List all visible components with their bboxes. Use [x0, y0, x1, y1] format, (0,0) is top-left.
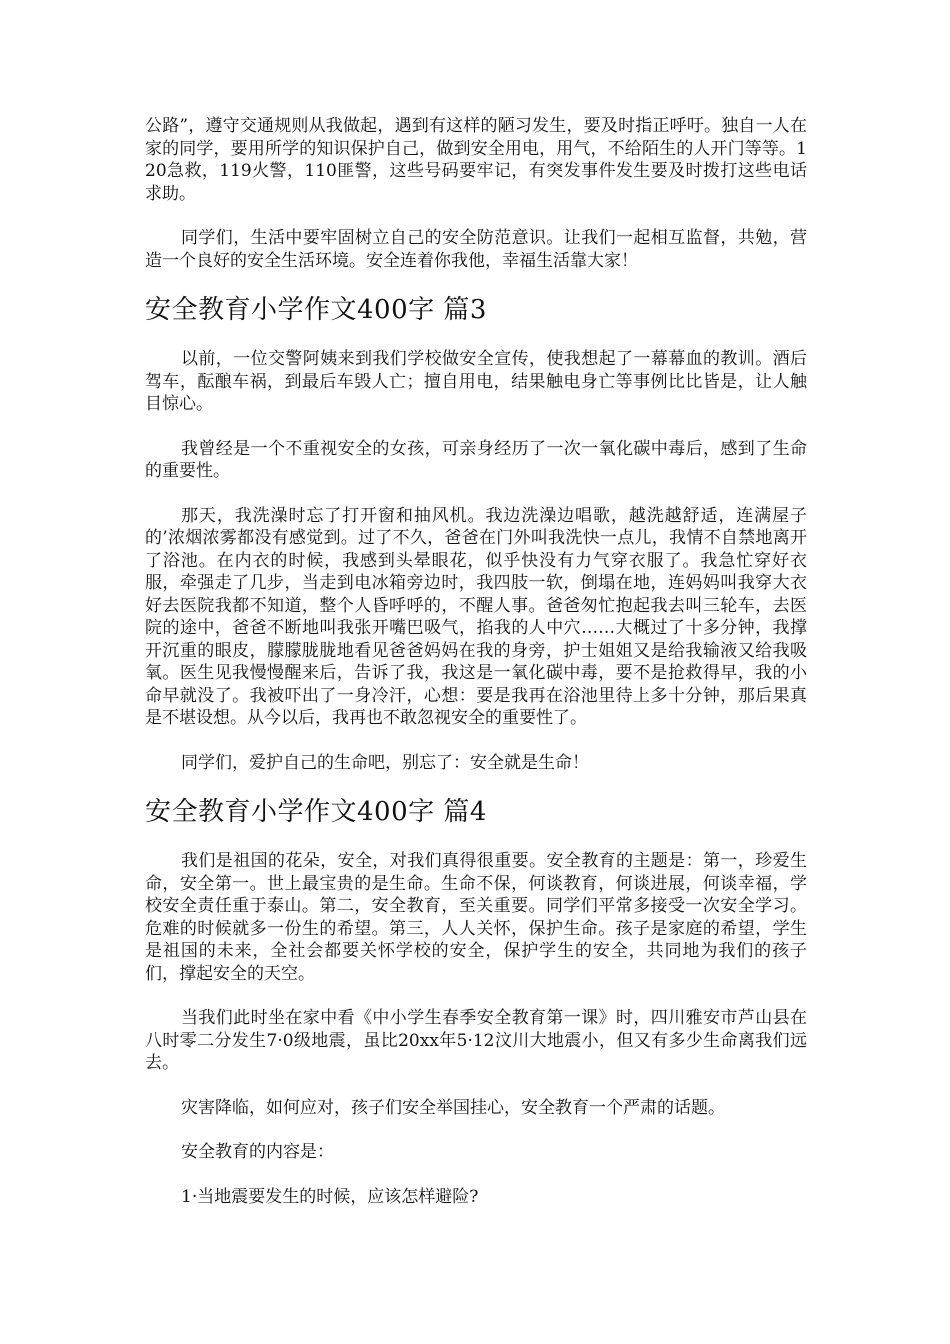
document-body	[145, 115, 807, 1230]
paragraph: 公路”，遵守交通规则从我做起，遇到有这样的陋习发生，要及时指正呼吁。独自一人在家的同学，要用所学的知识保护自己，做到安全用电，用气，不给陌生的人开门等等。120急救，119火警，110匪警，这些号码要牢记，有突发事件发生要及时拨打这些电话求助。	[145, 116, 807, 204]
paragraph: 1·当地震要发生的时候，应该怎样避险?	[181, 1186, 479, 1207]
paragraph: 我们是祖国的花朵，安全，对我们真得很重要。安全教育的主题是：第一，珍爱生命，安全第一。世上最宝贵的是生命。生命不保，何谈教育，何谈进展，何谈幸福，学校安全责任重于泰山。第二，安全教育，至关重要。同学们平常多接受一次安全学习。危难的时候就多一份生的希望。第三，人人关怀，保护生命。孩子是家庭的希望，学生是祖国的未来，全社会都要关怀学校的安全，保护学生的安全，共同地为我们的孩子们，撑起安全的天空。	[145, 851, 807, 984]
paragraph: 以前，一位交警阿姨来到我们学校做安全宣传，使我想起了一幕幕血的教训。酒后驾车，酝酿车祸，到最后车毁人亡；擅自用电，结果触电身亡等事例比比皆是，让人触目惊心。	[145, 349, 807, 414]
paragraph: 灾害降临，如何应对，孩子们安全举国挂心，安全教育一个严肃的话题。	[181, 1097, 725, 1118]
paragraph: 那天，我洗澡时忘了打开窗和抽风机。我边洗澡边唱歌，越洗越舒适，连满屋子的’浓烟浓雾都没有感觉到。过了不久，爸爸在门外叫我洗快一点儿，我情不自禁地离开了浴池。在内衣的时候，我感到头晕眼花，似乎快没有力气穿衣服了。我急忙穿好衣服，牵强走了几步，当走到电冰箱旁边时，我四肢一软，倒塌在地，连妈妈叫我穿大衣好去医院我都不知道，整个人昏呼呼的，不醒人事。爸爸匆忙抱起我去叫三轮车，去医院的途中，爸爸不断地叫我张开嘴巴吸气，掐我的人中穴……大概过了十多分钟，我撑开沉重的眼皮，朦朦胧胧地看见爸爸妈妈在我的身旁，护士姐姐又是给我输液又给我吸氧。医生见我慢慢醒来后，告诉了我，我这是一氧化碳中毒，要不是抢救得早，我的小命早就没了。我被吓出了一身冷汗，心想：要是我再在浴池里待上多十分钟，那后果真是不堪设想。从今以后，我再也不敢忽视安全的重要性了。	[145, 505, 807, 728]
paragraph: 安全教育的内容是：	[181, 1142, 334, 1162]
paragraph: 同学们，生活中要牢固树立自己的安全防范意识。让我们一起相互监督，共勉，营造一个良好的安全生活环境。安全连着你我他，幸福生活靠大家！	[145, 228, 807, 271]
section-heading: 安全教育小学作文400字 篇3	[145, 295, 487, 325]
paragraph: 当我们此时坐在家中看《中小学生春季安全教育第一课》时，四川雅安市芦山县在八时零二分发生7·0级地震，虽比20xx年5·12汶川大地震小，但又有多少生命离我们远去。	[145, 1008, 807, 1073]
paragraph: 我曾经是一个不重视安全的女孩，可亲身经历了一次一氧化碳中毒后，感到了生命的重要性。	[145, 438, 807, 481]
paragraph: 同学们，爱护自己的生命吧，别忘了：安全就是生命！	[181, 752, 589, 773]
section-heading: 安全教育小学作文400字 篇4	[145, 797, 487, 827]
